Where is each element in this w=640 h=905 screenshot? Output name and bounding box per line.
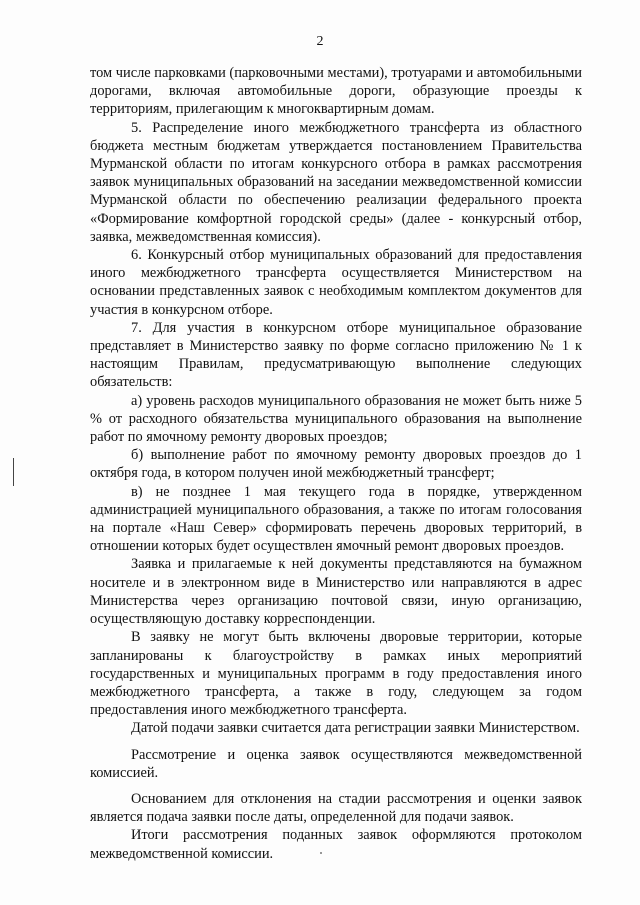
paragraph-item-5: 5. Распределение иного межбюджетного трансферта из областного бюджета местным бюджетам утверждается постановлением Правительства Мурманской области по итогам конкурсного отбора в рамках рассмотрения заявок муниципальных образований на заседании межведомственной комиссии Мурманской области по обеспечению реализации федерального проекта «Формирование комфортной городской среды» (далее - конкурсный отбор, заявка, межведомственная комиссия).	[90, 119, 582, 245]
paragraph-exclusions: В заявку не могут быть включены дворовые территории, которые запланированы к благоустройству в рамках иных мероприятий государственных и муниципальных программ в году предоставления иного межбюджетного трансферта, а также в году, следующем за годом предоставления иного межбюджетного трансферта.	[90, 629, 582, 719]
document-body	[90, 64, 582, 863]
paragraph-submission: Заявка и прилагаемые к ней документы представляются на бумажном носителе и в электронном виде в Министерство или направляются в адрес Министерства через организацию почтовой связи, иную организацию, осуществляющую доставку корреспонденции.	[90, 556, 582, 628]
page-number: 2	[316, 34, 324, 49]
paragraph-subitem-b: б) выполнение работ по ямочному ремонту дворовых проездов до 1 октября года, в котором получен иной межбюджетный трансферт;	[90, 447, 582, 482]
scan-speck	[320, 852, 322, 854]
paragraph-rejection: Основанием для отклонения на стадии рассмотрения и оценки заявок является подача заявки после даты, определенной для подачи заявок.	[90, 790, 582, 826]
paragraph-results: Итоги рассмотрения поданных заявок оформляются протоколом межведомственной комиссии.	[90, 827, 582, 862]
paragraph-continuation: том числе парковками (парковочными местами), тротуарами и автомобильными дорогами, включая автомобильные дороги, образующие проезды к территориям, прилегающим к многоквартирным домам.	[90, 65, 582, 118]
paragraph-item-6: 6. Конкурсный отбор муниципальных образований для предоставления иного межбюджетного трансферта осуществляется Министерством на основании представленных заявок с необходимым комплектом документов для участия в конкурсном отборе.	[90, 247, 582, 318]
paragraph-review: Рассмотрение и оценка заявок осуществляются межведомственной комиссией.	[90, 746, 582, 781]
paragraph-submission-date: Датой подачи заявки считается дата регистрации заявки Министерством.	[131, 720, 580, 737]
paragraph-item-7: 7. Для участия в конкурсном отборе муниципальное образование представляет в Министерство заявку по форме согласно приложению № 1 к настоящим Правилам, предусматривающую выполнение следующих обязательств:	[90, 319, 582, 391]
scan-edge-mark	[13, 458, 14, 486]
paragraph-subitem-a: а) уровень расходов муниципального образования не может быть ниже 5 % от расходного обязательства муниципального образования на выполнение работ по ямочному ремонту дворовых проездов;	[90, 392, 582, 446]
paragraph-subitem-v: в) не позднее 1 мая текущего года в порядке, утвержденном администрацией муниципального образования, а также по итогам голосования на портале «Наш Север» сформировать перечень дворовых территорий, в отношении которых будет осуществлен ямочный ремонт дворовых проездов.	[90, 483, 582, 555]
